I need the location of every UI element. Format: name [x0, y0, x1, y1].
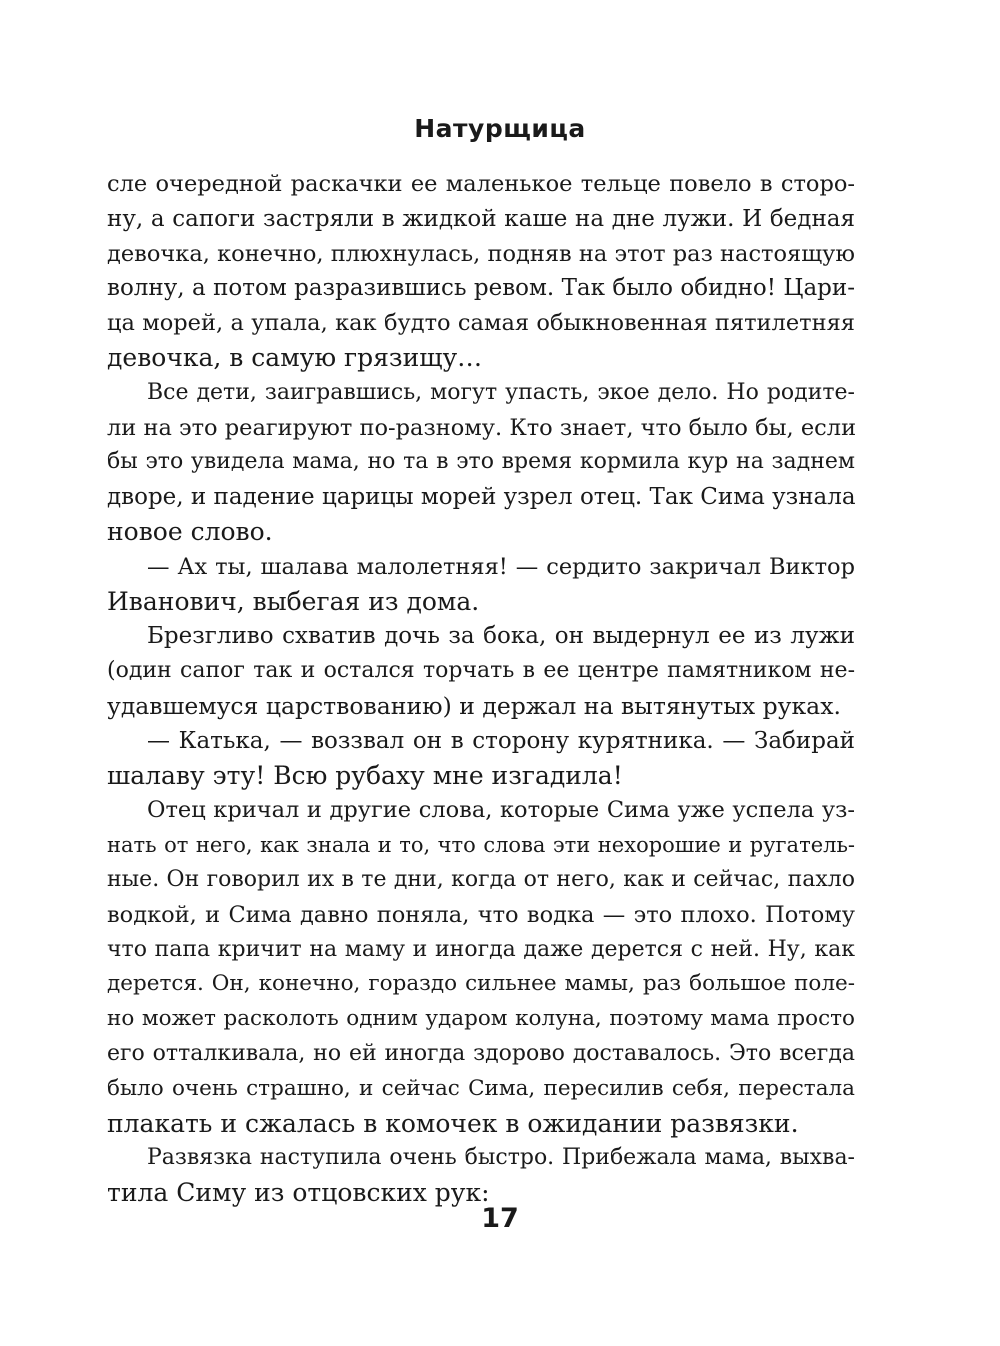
text-line: Иванович, выбегая из дома. [107, 586, 480, 616]
text-line: плакать и сжалась в комочек в ожидании развязки. [107, 1108, 799, 1138]
text-line: бы это увидела мама, но та в это время кормила кур на заднем [107, 449, 855, 475]
text-line: удавшемуся царствованию) и держал на вытянутых руках. [107, 691, 841, 720]
text-line: водкой, и Сима давно поняла, что водка — это плохо. Потому [107, 901, 855, 928]
text-line: сле очередной раскачки ее маленькое тельце повело в сторо- [107, 171, 855, 197]
text-line: но может расколоть одним ударом колуна, поэтому мама просто [107, 1006, 855, 1032]
text-line: ну, а сапоги застряли в жидкой каше на дне лужи. И бедная [107, 205, 855, 232]
body-text [107, 167, 855, 1211]
text-line: шалаву эту! Всю рубаху мне изгадила! [107, 760, 623, 790]
text-line: что папа кричит на маму и иногда даже дерется с ней. Ну, как [107, 936, 855, 962]
text-line: Брезгливо схватив дочь за бока, он выдернул ее из лужи [147, 623, 855, 650]
text-line: тила Симу из отцовских рук: [107, 1178, 490, 1208]
running-head-title: Натурщица [414, 114, 586, 143]
text-line: его отталкивала, но ей иногда здорово доставалось. Это всегда [107, 1040, 855, 1066]
text-line: (один сапог так и остался торчать в ее центре памятником не- [107, 658, 855, 684]
text-line: Развязка наступила очень быстро. Прибежала мама, выхва- [147, 1145, 855, 1171]
text-line: ца морей, а упала, как будто самая обыкновенная пятилетняя [107, 310, 855, 337]
text-line: ные. Он говорил их в те дни, когда от него, как и сейчас, пахло [107, 866, 855, 892]
text-line: — Ах ты, шалава малолетняя! — сердито закричал Виктор [147, 553, 855, 580]
text-line: было очень страшно, и сейчас Сима, пересилив себя, перестала [107, 1075, 855, 1101]
text-line: волну, а потом разразившись ревом. Так было обидно! Цари- [107, 275, 855, 302]
text-line: ли на это реагируют по-разному. Кто знает, что было бы, если [107, 414, 857, 441]
text-line: — Катька, — воззвал он в сторону курятника. — Забирай [147, 727, 855, 754]
text-line: Отец кричал и другие слова, которые Сима уже успела уз- [147, 797, 855, 824]
text-line: дворе, и падение царицы морей узрел отец. Так Сима узнала [107, 484, 856, 511]
text-line: девочка, конечно, плюхнулась, подняв на этот раз настоящую [107, 240, 855, 267]
text-line: новое слово. [107, 516, 273, 546]
text-line: девочка, в самую грязищу… [107, 342, 483, 372]
text-line: Все дети, заигравшись, могут упасть, экое дело. Но родите- [147, 379, 855, 405]
text-line: дерется. Он, конечно, гораздо сильнее мамы, раз большое поле- [107, 971, 855, 997]
page-number: 17 [481, 1203, 519, 1234]
text-line: нать от него, как знала и то, что слова эти нехорошие и ругатель- [107, 833, 855, 858]
